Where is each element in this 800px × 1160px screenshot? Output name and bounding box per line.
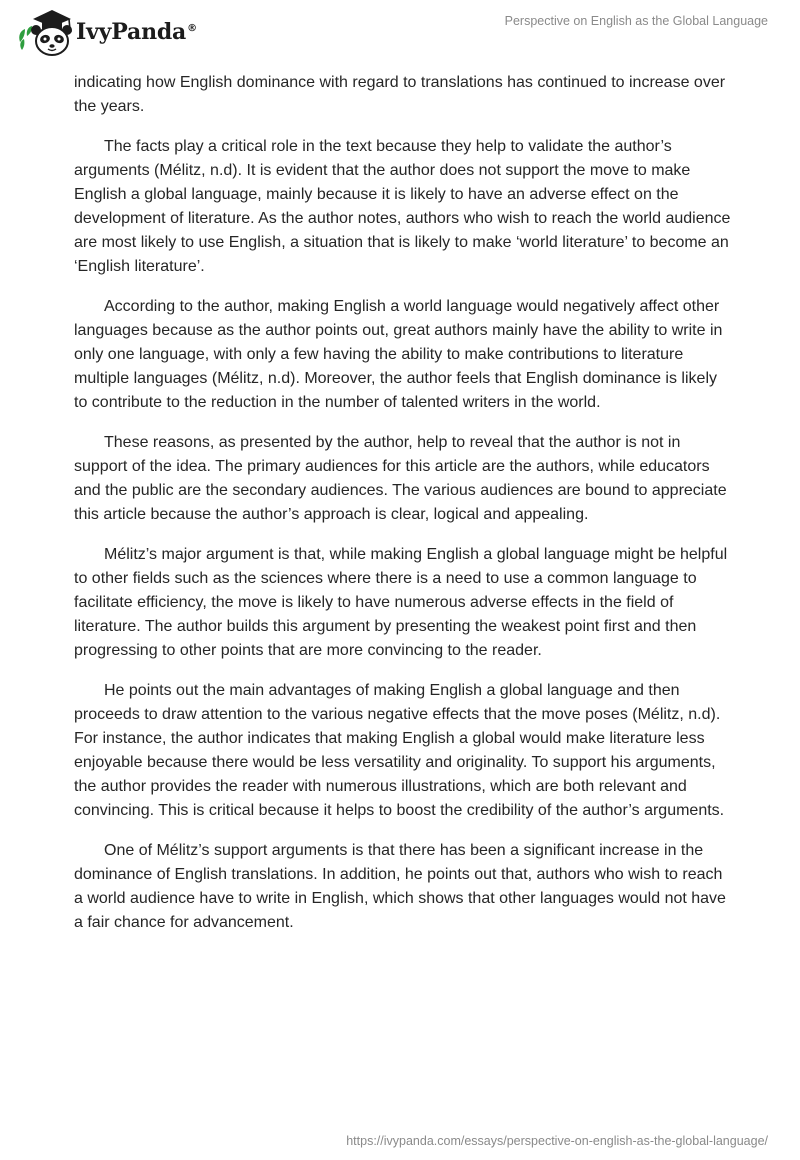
source-url[interactable]: https://ivypanda.com/essays/perspective-on-english-as-the-global-language/	[346, 1134, 768, 1148]
page-header	[0, 0, 800, 64]
paragraph-3: According to the author, making English a world language would negatively affect other languages because as the author points out, great authors mainly have the ability to write in only one language, with only a few having the ability to make contributions to literature multiple languages (Mélitz, n.d). Moreover, the author feels that English dominance is likely to contribute to the reduction in the number of talented writers in the world.	[74, 298, 723, 411]
essay-body	[74, 71, 734, 951]
paragraph-5: Mélitz’s major argument is that, while making English a global language might be helpful to other fields such as the sciences where there is a need to use a common language to facilitate efficiency, the move is likely to have numerous adverse effects in the field of literature. The author builds this argument by presenting the weakest point first and then progressing to other points that are more convincing to the reader.	[74, 546, 728, 659]
ivypanda-logo[interactable]	[16, 6, 197, 58]
document-title: Perspective on English as the Global Language	[504, 14, 768, 28]
paragraph-6: He points out the main advantages of making English a global language and then proceeds to draw attention to the various negative effects that the move poses (Mélitz, n.d). For instance, the author indicates that making English a global would make literature less enjoyable because there would be less versatility and originality. To support his arguments, the author provides the reader with numerous illustrations, which are both relevant and convincing. This is critical because it helps to boost the credibility of the author’s arguments.	[74, 682, 725, 819]
panda-graduate-icon	[16, 6, 74, 58]
paragraph-4: These reasons, as presented by the author, help to reveal that the author is not in support of the idea. The primary audiences for this article are the authors, while educators and the public are the secondary audiences. The various audiences are bound to appreciate this article because the author’s approach is clear, logical and appealing.	[74, 434, 727, 523]
brand-name: IvyPanda®	[76, 19, 197, 45]
paragraph-1: indicating how English dominance with regard to translations has continued to increase over the years.	[74, 74, 726, 115]
paragraph-7: One of Mélitz’s support arguments is that there has been a significant increase in the dominance of English translations. In addition, he points out that, authors who wish to reach a world audience have to write in English, which shows that other languages would not have a fair chance for advancement.	[74, 842, 726, 931]
registered-mark: ®	[187, 22, 197, 34]
paragraph-2: The facts play a critical role in the text because they help to validate the author’s arguments (Mélitz, n.d). It is evident that the author does not support the move to make English a global language, mainly because it is likely to have an adverse effect on the development of literature. As the author notes, authors who wish to reach the world audience are most likely to use English, a situation that is likely to make ‘world literature’ to become an ‘English literature’.	[74, 138, 731, 275]
